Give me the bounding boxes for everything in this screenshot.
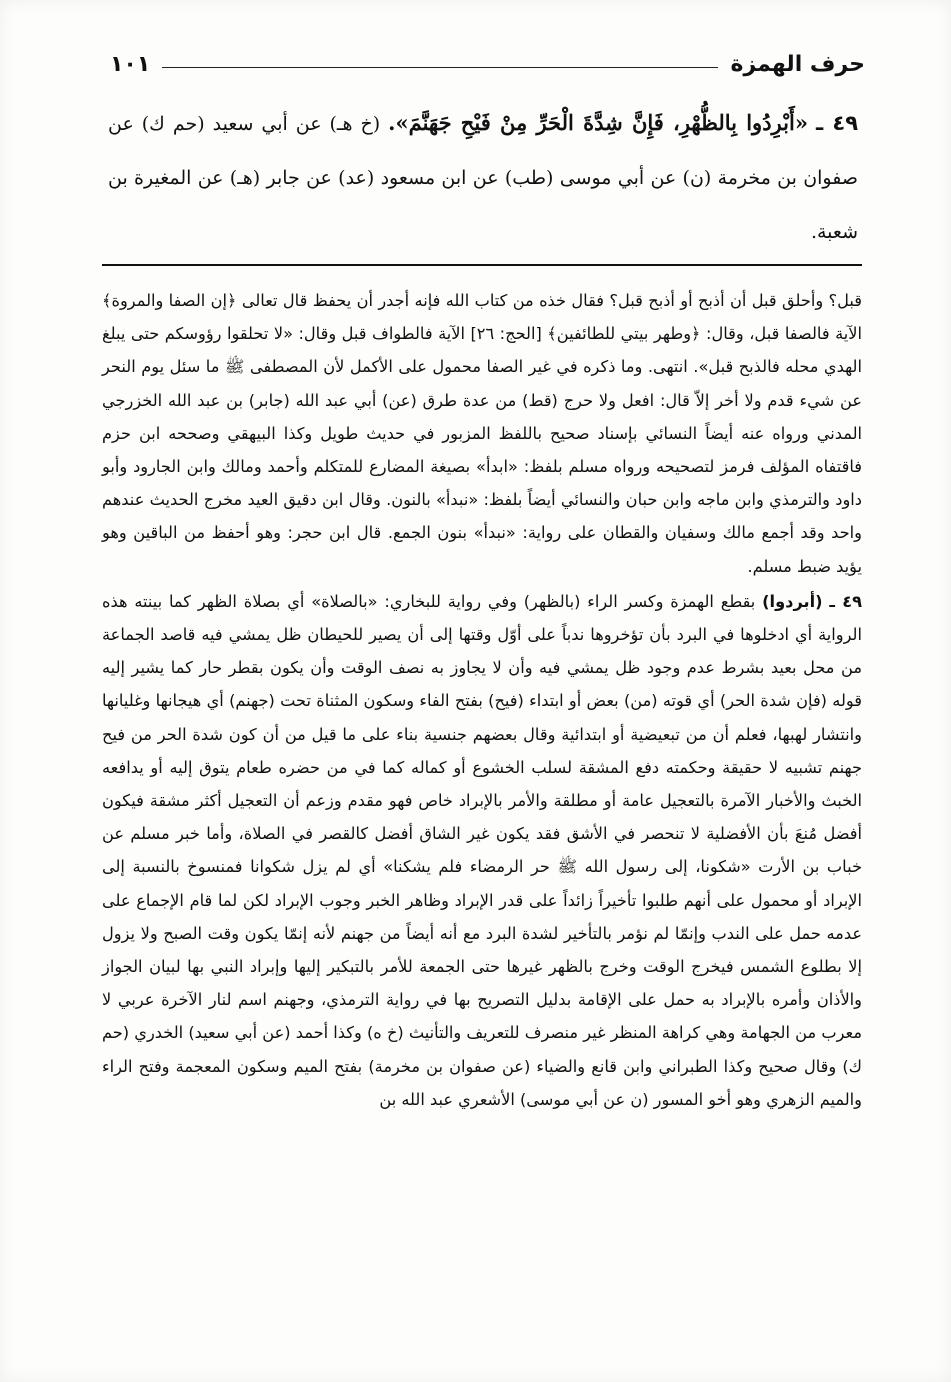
commentary-paragraph-1: قبل؟ وأحلق قبل أن أذبح أو أذبح قبل؟ فقال خذه من كتاب الله فإنه أجدر أن يحفظ قال تعالى ﴿إن الصفا والمروة﴾ الآية فالصفا قبل، وقال: ﴿وطهر بيتي للطائفين﴾ [الحج: ٢٦] الآية فالطواف قبل وقال: «لا تحلقوا رؤوسكم حتى يبلغ الهدي محله فالذبح قبل». انتهى. وما ذكره في غير الصفا محمول على الأكمل لأن المصطفى ﷺ ما سئل يوم النحر عن شيء قدم ولا أخر إلاّ قال: افعل ولا حرج (قط) من عدة طرق (عن) أبي عبد الله (جابر) بن عبد الله الخزرجي المدني ورواه عنه أيضاً النسائي بإسناد صحيح باللفظ المزبور في حديث طويل وكذا البيهقي وصححه ابن حزم فاقتفاه المؤلف فرمز لتصحيحه ورواه مسلم بلفظ: «ابدأ» بصيغة المضارع للمتكلم وأحمد ومالك وابن الجارود وأبو داود والترمذي وابن ماجه وابن حبان والنسائي أيضاً بلفظ: «نبدأ» بالنون. وقال ابن دقيق العيد مخرج الحديث عندهم واحد وقد أجمع مالك وسفيان والقطان على رواية: «نبدأ» بنون الجمع. قال ابن حجر: وهو أحفظ من الباقين وهو يؤيد ضبط مسلم. [102, 291, 862, 576]
hadith-text-block [108, 96, 858, 259]
hadith-number: ٤٩ ـ [815, 111, 859, 135]
commentary-text: بقطع الهمزة وكسر الراء (بالظهر) وفي رواية للبخاري: «بالصلاة» أي بصلاة الظهر كما بينته هذه الرواية أي ادخلوها في البرد بأن تؤخروها ندباً على أوّل وقتها إلى أن يصير للحيطان ظل يمشي فيه قاصد الجماعة من محل بعيد بشرط عدم وجود ظل يمشي فيه وأن لا يجاوز به نصف الوقت وأن يكون بقطر حار كما يشير إليه قوله (فإن شدة الحر) أي قوته (من) بعض أو ابتداء (فيح) بفتح الفاء وسكون المثناة تحت (جهنم) أي هيجانها وغليانها وانتشار لهبها، فعلم أن من تبعيضية أو ابتدائية وقال بعضهم جنسية بناء على ما قيل من أن كون شدة الحر من فيح جهنم تشبيه لا حقيقة وحكمته دفع المشقة لسلب الخشوع أو كماله كما في من حضره طعام يتوق إليه أو يدافعه الخبث والأخبار الآمرة بالتعجيل عامة أو مطلقة والأمر بالإبراد خاص فهو مقدم وزعم أن التعجيل أكثر مشقة فيكون أفضل مُنعَ بأن الأفضلية لا تنحصر في الأشق فقد يكون غير الشاق أفضل كالقصر في الصلاة، وأما خبر مسلم عن خباب بن الأرت «شكونا، إلى رسول الله ﷺ حر الرمضاء فلم يشكنا» أي لم يزل شكوانا فمنسوخ بالنسبة إلى الإبراد أو محمول على أنهم طلبوا تأخيراً زائداً على قدر الإبراد وظاهر الخبر وجوب الإبراد لكن لما قام الإجماع على عدمه حمل على الندب وإنمّا لم نؤمر بالتأخير لشدة البرد مع أنه أيضاً من جهنم لأنه إنمّا يكون وقت الصبح ولا يزول إلا بطلوع الشمس فيخرج الوقت وخرج بالظهر غيرها حتى الجمعة للأمر بالتبكير إليها وإبراد النبي بها لبيان الجواز والأذان وأمره بالإبراد به حمل على الإقامة بدليل التصريح بها في رواية الترمذي، وجهنم اسم لنار الآخرة عربي لا معرب من الجهامة وهي كراهة المنظر غير منصرف للتعريف والتأنيث (خ ه) وكذا أحمد (عن أبي سعيد) الخدري (حم ك) وقال صحيح وكذا الطبراني وابن قانع والضياء (عن صفوان بن مخرمة) بفتح الميم وسكون المعجمة وفتح الراء والميم الزهري وهو أخو المسور (ن عن أبي موسى) الأشعري عبد الله بن [102, 591, 862, 1109]
hadith-entry [108, 96, 858, 259]
commentary-block [102, 284, 862, 1116]
hadith-quote: «أَبْرِدُوا بِالظُّهْرِ، فَإِنَّ شِدَّةَ الْحَرِّ مِنْ فَيْحِ جَهَنَّمَ». [388, 110, 808, 135]
page-number: ١٠١ [110, 51, 151, 77]
commentary-divider [102, 264, 862, 266]
commentary-number: ٤٩ ـ [829, 591, 863, 611]
commentary-paragraph-2 [102, 585, 862, 1116]
hadith-sources: (خ هـ) عن أبي سعيد (حم ك) عن صفوان بن مخرمة (ن) عن أبي موسى (طب) عن ابن مسعود (عد) عن جابر (هـ) عن المغيرة بن شعبة. [108, 113, 858, 243]
page-header [110, 44, 865, 84]
running-title: حرف الهمزة [730, 51, 865, 77]
commentary-lemma: (أبردوا) [762, 591, 823, 611]
header-rule [162, 67, 718, 68]
